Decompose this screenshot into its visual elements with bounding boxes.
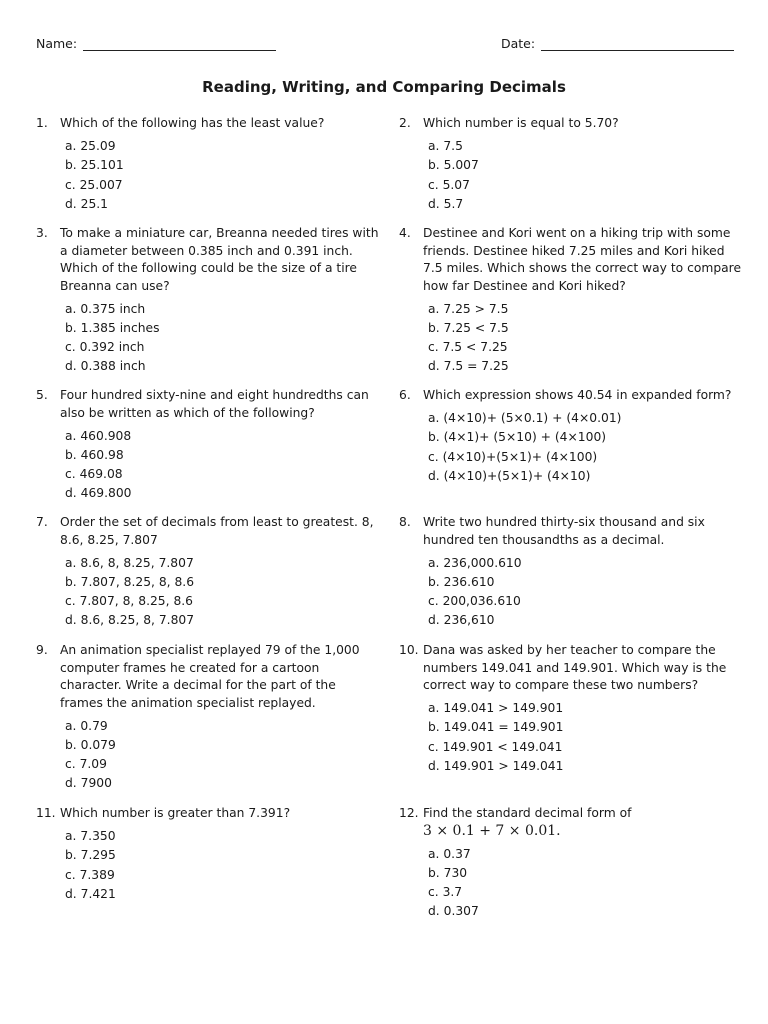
answer-option[interactable]: a. 0.37	[428, 846, 471, 861]
answer-options	[65, 300, 381, 377]
date-blank-line[interactable]	[541, 38, 734, 51]
question-number: 12.	[399, 806, 419, 820]
answer-option[interactable]: d. 8.6, 8.25, 8, 7.807	[65, 613, 195, 628]
answer-options	[428, 554, 744, 631]
answer-option[interactable]: d. 0.388 inch	[65, 359, 146, 374]
question-number: 3.	[36, 226, 48, 240]
question-12	[399, 805, 744, 922]
question-number: 9.	[36, 643, 48, 657]
question-1	[36, 115, 381, 214]
question-number: 2.	[399, 116, 411, 130]
question-7	[36, 514, 381, 631]
answer-options	[428, 699, 744, 776]
question-number: 5.	[36, 388, 48, 402]
question-number: 7.	[36, 515, 48, 529]
question-stem: Which number is equal to 5.70?	[423, 116, 619, 130]
question-stem: Four hundred sixty-nine and eight hundredths can also be written as which of the following?	[60, 388, 369, 420]
question-stem: An animation specialist replayed 79 of the 1,000 computer frames he created for a cartoon character. Write a decimal for the part of the frames the animation specialist replayed.	[60, 643, 360, 710]
answer-option[interactable]: a. 0.79	[65, 718, 108, 733]
answer-option[interactable]: a. 0.375 inch	[65, 301, 146, 316]
answer-option[interactable]: d. 469.800	[65, 486, 132, 501]
answer-option[interactable]: c. 469.08	[65, 467, 123, 482]
question-2	[399, 115, 744, 214]
question-stem: Which expression shows 40.54 in expanded form?	[423, 388, 732, 402]
question-4	[399, 225, 744, 377]
question-stem: Order the set of decimals from least to greatest. 8, 8.6, 8.25, 7.807	[60, 515, 374, 547]
answer-option[interactable]: b. 7.295	[65, 848, 116, 863]
question-3	[36, 225, 381, 377]
answer-option[interactable]: c. (4×10)+(5×1)+ (4×100)	[428, 449, 598, 464]
answer-option[interactable]: a. 7.350	[65, 829, 116, 843]
answer-option[interactable]: d. 25.1	[65, 196, 109, 211]
answer-option[interactable]: c. 5.07	[428, 177, 470, 192]
question-stem: Dana was asked by her teacher to compare the numbers 149.041 and 149.901. Which way is the correct way to compare these two numbers?	[423, 643, 727, 692]
answer-option[interactable]: c. 7.09	[65, 757, 107, 772]
answer-option[interactable]: c. 200,036.610	[428, 594, 521, 609]
answer-option[interactable]: c. 7.807, 8, 8.25, 8.6	[65, 594, 193, 609]
answer-option[interactable]: b. (4×1)+ (5×10) + (4×100)	[428, 430, 607, 445]
question-10	[399, 642, 744, 776]
answer-options	[65, 427, 381, 504]
answer-options	[65, 827, 381, 904]
answer-option[interactable]: b. 7.25 < 7.5	[428, 320, 509, 335]
answer-option[interactable]: a. 7.5	[428, 139, 463, 153]
answer-option[interactable]: b. 460.98	[65, 447, 124, 462]
answer-option[interactable]: d. 149.901 > 149.041	[428, 758, 564, 773]
question-8	[399, 514, 744, 631]
math-expression: 3 × 0.1 + 7 × 0.01.	[423, 822, 561, 839]
question-number: 8.	[399, 515, 411, 529]
answer-option[interactable]: a. 149.041 > 149.901	[428, 701, 564, 715]
answer-option[interactable]: d. 7.421	[65, 886, 116, 901]
question-11	[36, 805, 381, 904]
answer-option[interactable]: c. 149.901 < 149.041	[428, 739, 563, 754]
answer-option[interactable]: a. 236,000.610	[428, 555, 522, 570]
answer-option[interactable]: a. 460.908	[65, 428, 132, 443]
name-field	[36, 36, 276, 51]
answer-options	[65, 137, 381, 214]
answer-option[interactable]: a. 25.09	[65, 139, 116, 153]
question-number: 4.	[399, 226, 411, 240]
answer-option[interactable]: d. 0.307	[428, 904, 479, 919]
question-number: 6.	[399, 388, 411, 402]
answer-option[interactable]: b. 149.041 = 149.901	[428, 720, 564, 735]
answer-options	[428, 409, 744, 486]
answer-options	[65, 717, 381, 794]
question-number: 11.	[36, 806, 56, 820]
question-number: 10.	[399, 643, 419, 657]
answer-option[interactable]: b. 5.007	[428, 158, 479, 173]
answer-options	[428, 845, 744, 922]
question-stem: Destinee and Kori went on a hiking trip with some friends. Destinee hiked 7.25 miles and Kori hiked 7.5 miles. Which shows the correct way to compare how far Destinee and Kori hiked?	[423, 226, 742, 293]
answer-option[interactable]: b. 0.079	[65, 737, 116, 752]
answer-option[interactable]: d. 7.5 = 7.25	[428, 359, 509, 374]
answer-option[interactable]: d. (4×10)+(5×1)+ (4×10)	[428, 468, 591, 483]
answer-option[interactable]: c. 7.389	[65, 867, 115, 882]
question-stem: To make a miniature car, Breanna needed tires with a diameter between 0.385 inch and 0.391 inch. Which of the following could be the size of a tire Breanna can use?	[60, 226, 379, 293]
answer-options	[428, 137, 744, 214]
page-title: Reading, Writing, and Comparing Decimals	[202, 78, 566, 96]
answer-options	[65, 554, 381, 631]
answer-option[interactable]: d. 5.7	[428, 196, 464, 211]
answer-option[interactable]: b. 1.385 inches	[65, 320, 160, 335]
answer-option[interactable]: c. 25.007	[65, 177, 123, 192]
answer-option[interactable]: b. 7.807, 8.25, 8, 8.6	[65, 574, 195, 589]
answer-option[interactable]: c. 7.5 < 7.25	[428, 340, 508, 355]
question-stem: Write two hundred thirty-six thousand and six hundred ten thousandths as a decimal.	[423, 515, 705, 547]
answer-option[interactable]: a. 7.25 > 7.5	[428, 301, 509, 316]
date-field	[501, 36, 734, 51]
name-blank-line[interactable]	[83, 38, 276, 51]
answer-option[interactable]: c. 0.392 inch	[65, 340, 145, 355]
name-label: Name:	[36, 36, 78, 51]
answer-options	[428, 300, 744, 377]
question-6	[399, 387, 744, 486]
answer-option[interactable]: d. 7900	[65, 776, 112, 791]
answer-option[interactable]: d. 236,610	[428, 613, 495, 628]
answer-option[interactable]: c. 3.7	[428, 885, 463, 900]
answer-option[interactable]: a. 8.6, 8, 8.25, 7.807	[65, 555, 194, 570]
question-number: 1.	[36, 116, 48, 130]
question-stem: Find the standard decimal form of	[423, 806, 632, 820]
answer-option[interactable]: b. 730	[428, 865, 468, 880]
answer-option[interactable]: b. 25.101	[65, 158, 124, 173]
answer-option[interactable]: a. (4×10)+ (5×0.1) + (4×0.01)	[428, 411, 622, 425]
date-label: Date:	[501, 36, 536, 51]
question-stem: Which number is greater than 7.391?	[60, 806, 291, 820]
question-stem: Which of the following has the least value?	[60, 116, 325, 130]
question-9	[36, 642, 381, 794]
question-5	[36, 387, 381, 504]
answer-option[interactable]: b. 236.610	[428, 574, 495, 589]
